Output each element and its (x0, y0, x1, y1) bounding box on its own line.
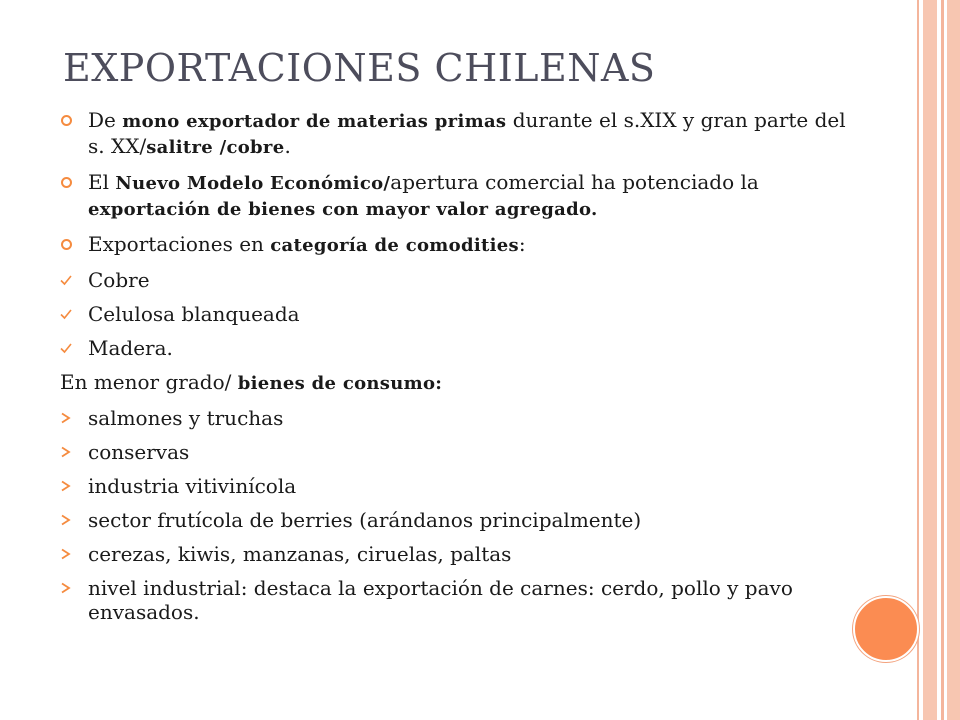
stripe (947, 0, 960, 720)
bold-text: exportación de bienes con mayor valor agregado. (88, 199, 598, 220)
circle-bullet-icon (60, 238, 74, 252)
commodity-item (60, 336, 860, 360)
decorative-stripes (917, 0, 960, 720)
chevron-right-icon (60, 412, 74, 426)
slide-body (60, 108, 860, 634)
circle-bullet-icon (60, 176, 74, 190)
text: . (284, 134, 291, 158)
text: durante el s.XIX y gran parte del s. XX/ (88, 108, 846, 158)
checkmark-icon (60, 342, 74, 356)
decorative-circle (853, 596, 919, 662)
consumer-item (60, 406, 860, 430)
bold-text: salitre /cobre (146, 137, 285, 158)
list-item-text: Cobre (88, 268, 150, 292)
stripe (917, 0, 919, 720)
text: Exportaciones en (88, 232, 271, 256)
chevron-right-icon (60, 446, 74, 460)
text: En menor grado/ (60, 370, 238, 394)
text: apertura comercial ha potenciado la (390, 170, 759, 194)
checkmark-icon (60, 308, 74, 322)
commodity-item (60, 268, 860, 292)
bullet-paragraph (60, 232, 860, 258)
list-item-text: cerezas, kiwis, manzanas, ciruelas, paltas (88, 542, 512, 566)
list-item-text: nivel industrial: destaca la exportación de carnes: cerdo, pollo y pavo envasados. (88, 576, 793, 624)
list-item-text: conservas (88, 440, 190, 464)
text: El (88, 170, 116, 194)
list-item-text: sector frutícola de berries (arándanos principalmente) (88, 508, 642, 532)
consumer-item (60, 474, 860, 498)
list-item-text: industria vitivinícola (88, 474, 297, 498)
list-item-text: salmones y truchas (88, 406, 284, 430)
bold-text: categoría de comodities (270, 235, 519, 256)
list-item-text: Madera. (88, 336, 173, 360)
section-line (60, 370, 860, 396)
chevron-right-icon (60, 514, 74, 528)
stripe (941, 0, 944, 720)
circle-bullet-icon (60, 114, 74, 128)
text: : (518, 232, 526, 256)
checkmark-icon (60, 274, 74, 288)
bullet-paragraph (60, 108, 860, 160)
text: De (88, 108, 123, 132)
slide-title: EXPORTACIONES CHILENAS (63, 46, 656, 90)
consumer-item (60, 440, 860, 464)
chevron-right-icon (60, 582, 74, 596)
bullet-paragraph (60, 170, 860, 222)
consumer-item (60, 576, 860, 624)
chevron-right-icon (60, 480, 74, 494)
bold-text: bienes de consumo: (237, 373, 443, 394)
list-item-text: Celulosa blanqueada (88, 302, 300, 326)
bold-text: mono exportador de materias primas (122, 111, 507, 132)
chevron-right-icon (60, 548, 74, 562)
commodity-item (60, 302, 860, 326)
stripe (923, 0, 937, 720)
consumer-item (60, 542, 860, 566)
consumer-item (60, 508, 860, 532)
bold-text: Nuevo Modelo Económico/ (115, 173, 391, 194)
